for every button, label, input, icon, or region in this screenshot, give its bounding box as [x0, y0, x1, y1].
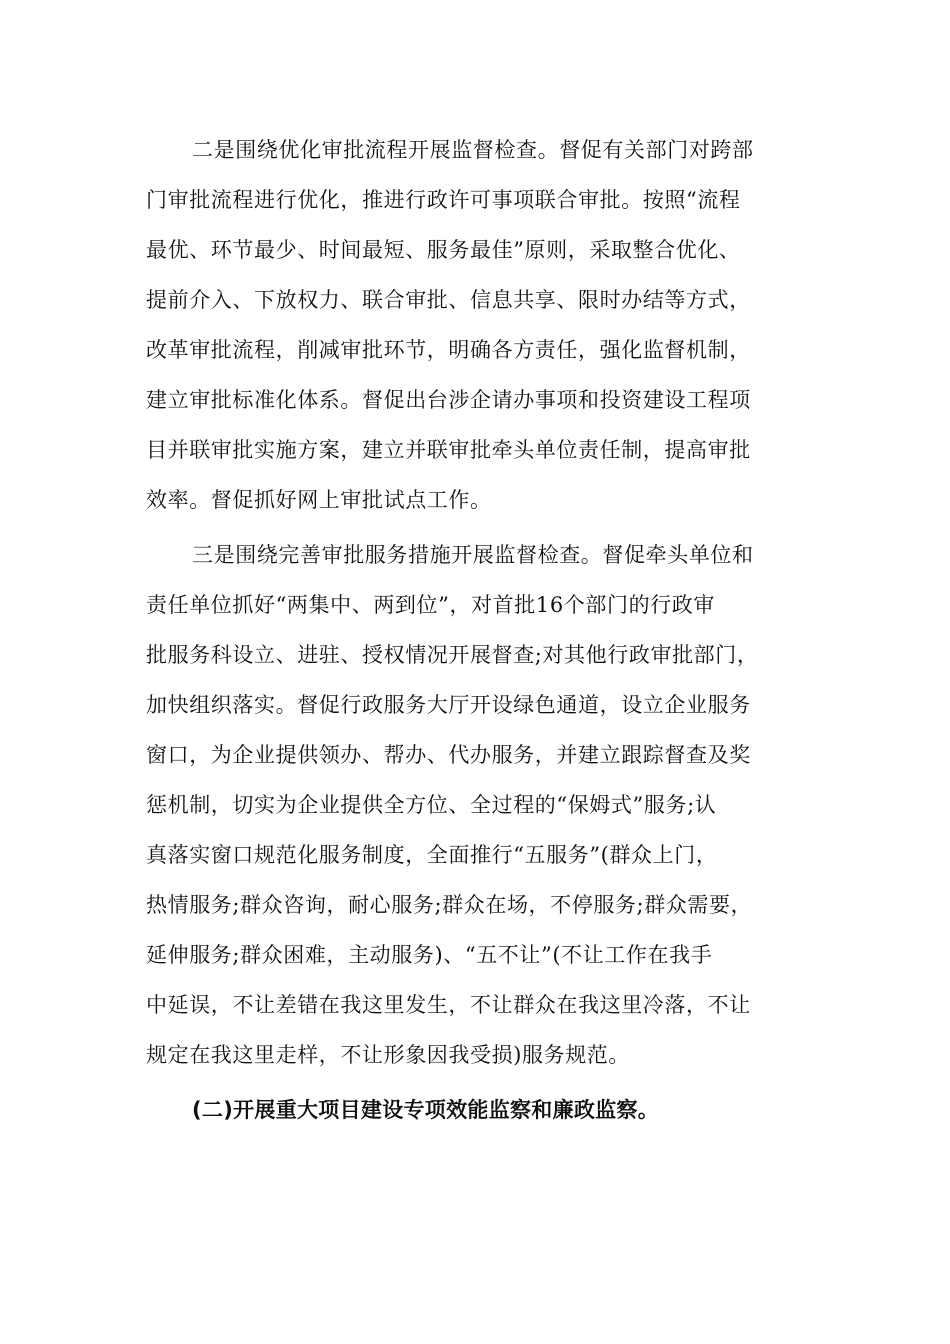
- paragraph-1-line-6: 建立审批标准化体系。督促出台涉企请办事项和投资建设工程项: [146, 388, 751, 412]
- paragraph-2-line-3: 批服务科设立、进驻、授权情况开展督查;对其他行政审批部门，: [146, 643, 759, 667]
- paragraph-1-line-3: 最优、环节最少、时间最短、服务最佳”原则，采取整合优化、: [146, 238, 741, 262]
- paragraph-2-line-6: 惩机制，切实为企业提供全方位、全过程的“保姆式”服务;认: [146, 793, 717, 817]
- paragraph-2-line-8: 热情服务;群众咨询，耐心服务;群众在场，不停服务;群众需要，: [146, 893, 753, 917]
- paragraph-2-line-7: 真落实窗口规范化服务制度，全面推行“五服务”(群众上门，: [146, 843, 718, 867]
- paragraph-1-line-2: 门审批流程进行优化，推进行政许可事项联合审批。按照“流程: [146, 188, 741, 212]
- paragraph-2-line-11: 规定在我这里走样，不让形象因我受损)服务规范。: [146, 1043, 630, 1067]
- paragraph-2-line-2: 责任单位抓好“两集中、两到位”，对首批16个部门的行政审: [146, 593, 715, 617]
- paragraph-1-line-8: 效率。督促抓好网上审批试点工作。: [146, 488, 492, 512]
- section-heading: (二)开展重大项目建设专项效能监察和廉政监察。: [192, 1098, 660, 1122]
- paragraph-2-line-9: 延伸服务;群众困难，主动服务)、“五不让”(不让工作在我手: [146, 943, 713, 967]
- paragraph-2-line-10: 中延误，不让差错在我这里发生，不让群众在我这里冷落，不让: [146, 993, 751, 1017]
- paragraph-1-line-4: 提前介入、下放权力、联合审批、信息共享、限时办结等方式，: [146, 288, 751, 312]
- paragraph-2-line-4: 加快组织落实。督促行政服务大厅开设绿色通道，设立企业服务: [146, 693, 751, 717]
- paragraph-2-line-5: 窗口，为企业提供领办、帮办、代办服务，并建立跟踪督查及奖: [146, 743, 751, 767]
- paragraph-1-line-1: 二是围绕优化审批流程开展监督检查。督促有关部门对跨部: [192, 138, 754, 162]
- paragraph-1-line-7: 目并联审批实施方案，建立并联审批牵头单位责任制，提高审批: [146, 438, 751, 462]
- paragraph-1-line-5: 改革审批流程，削减审批环节，明确各方责任，强化监督机制，: [146, 338, 751, 362]
- paragraph-2-line-1: 三是围绕完善审批服务措施开展监督检查。督促牵头单位和: [192, 543, 754, 567]
